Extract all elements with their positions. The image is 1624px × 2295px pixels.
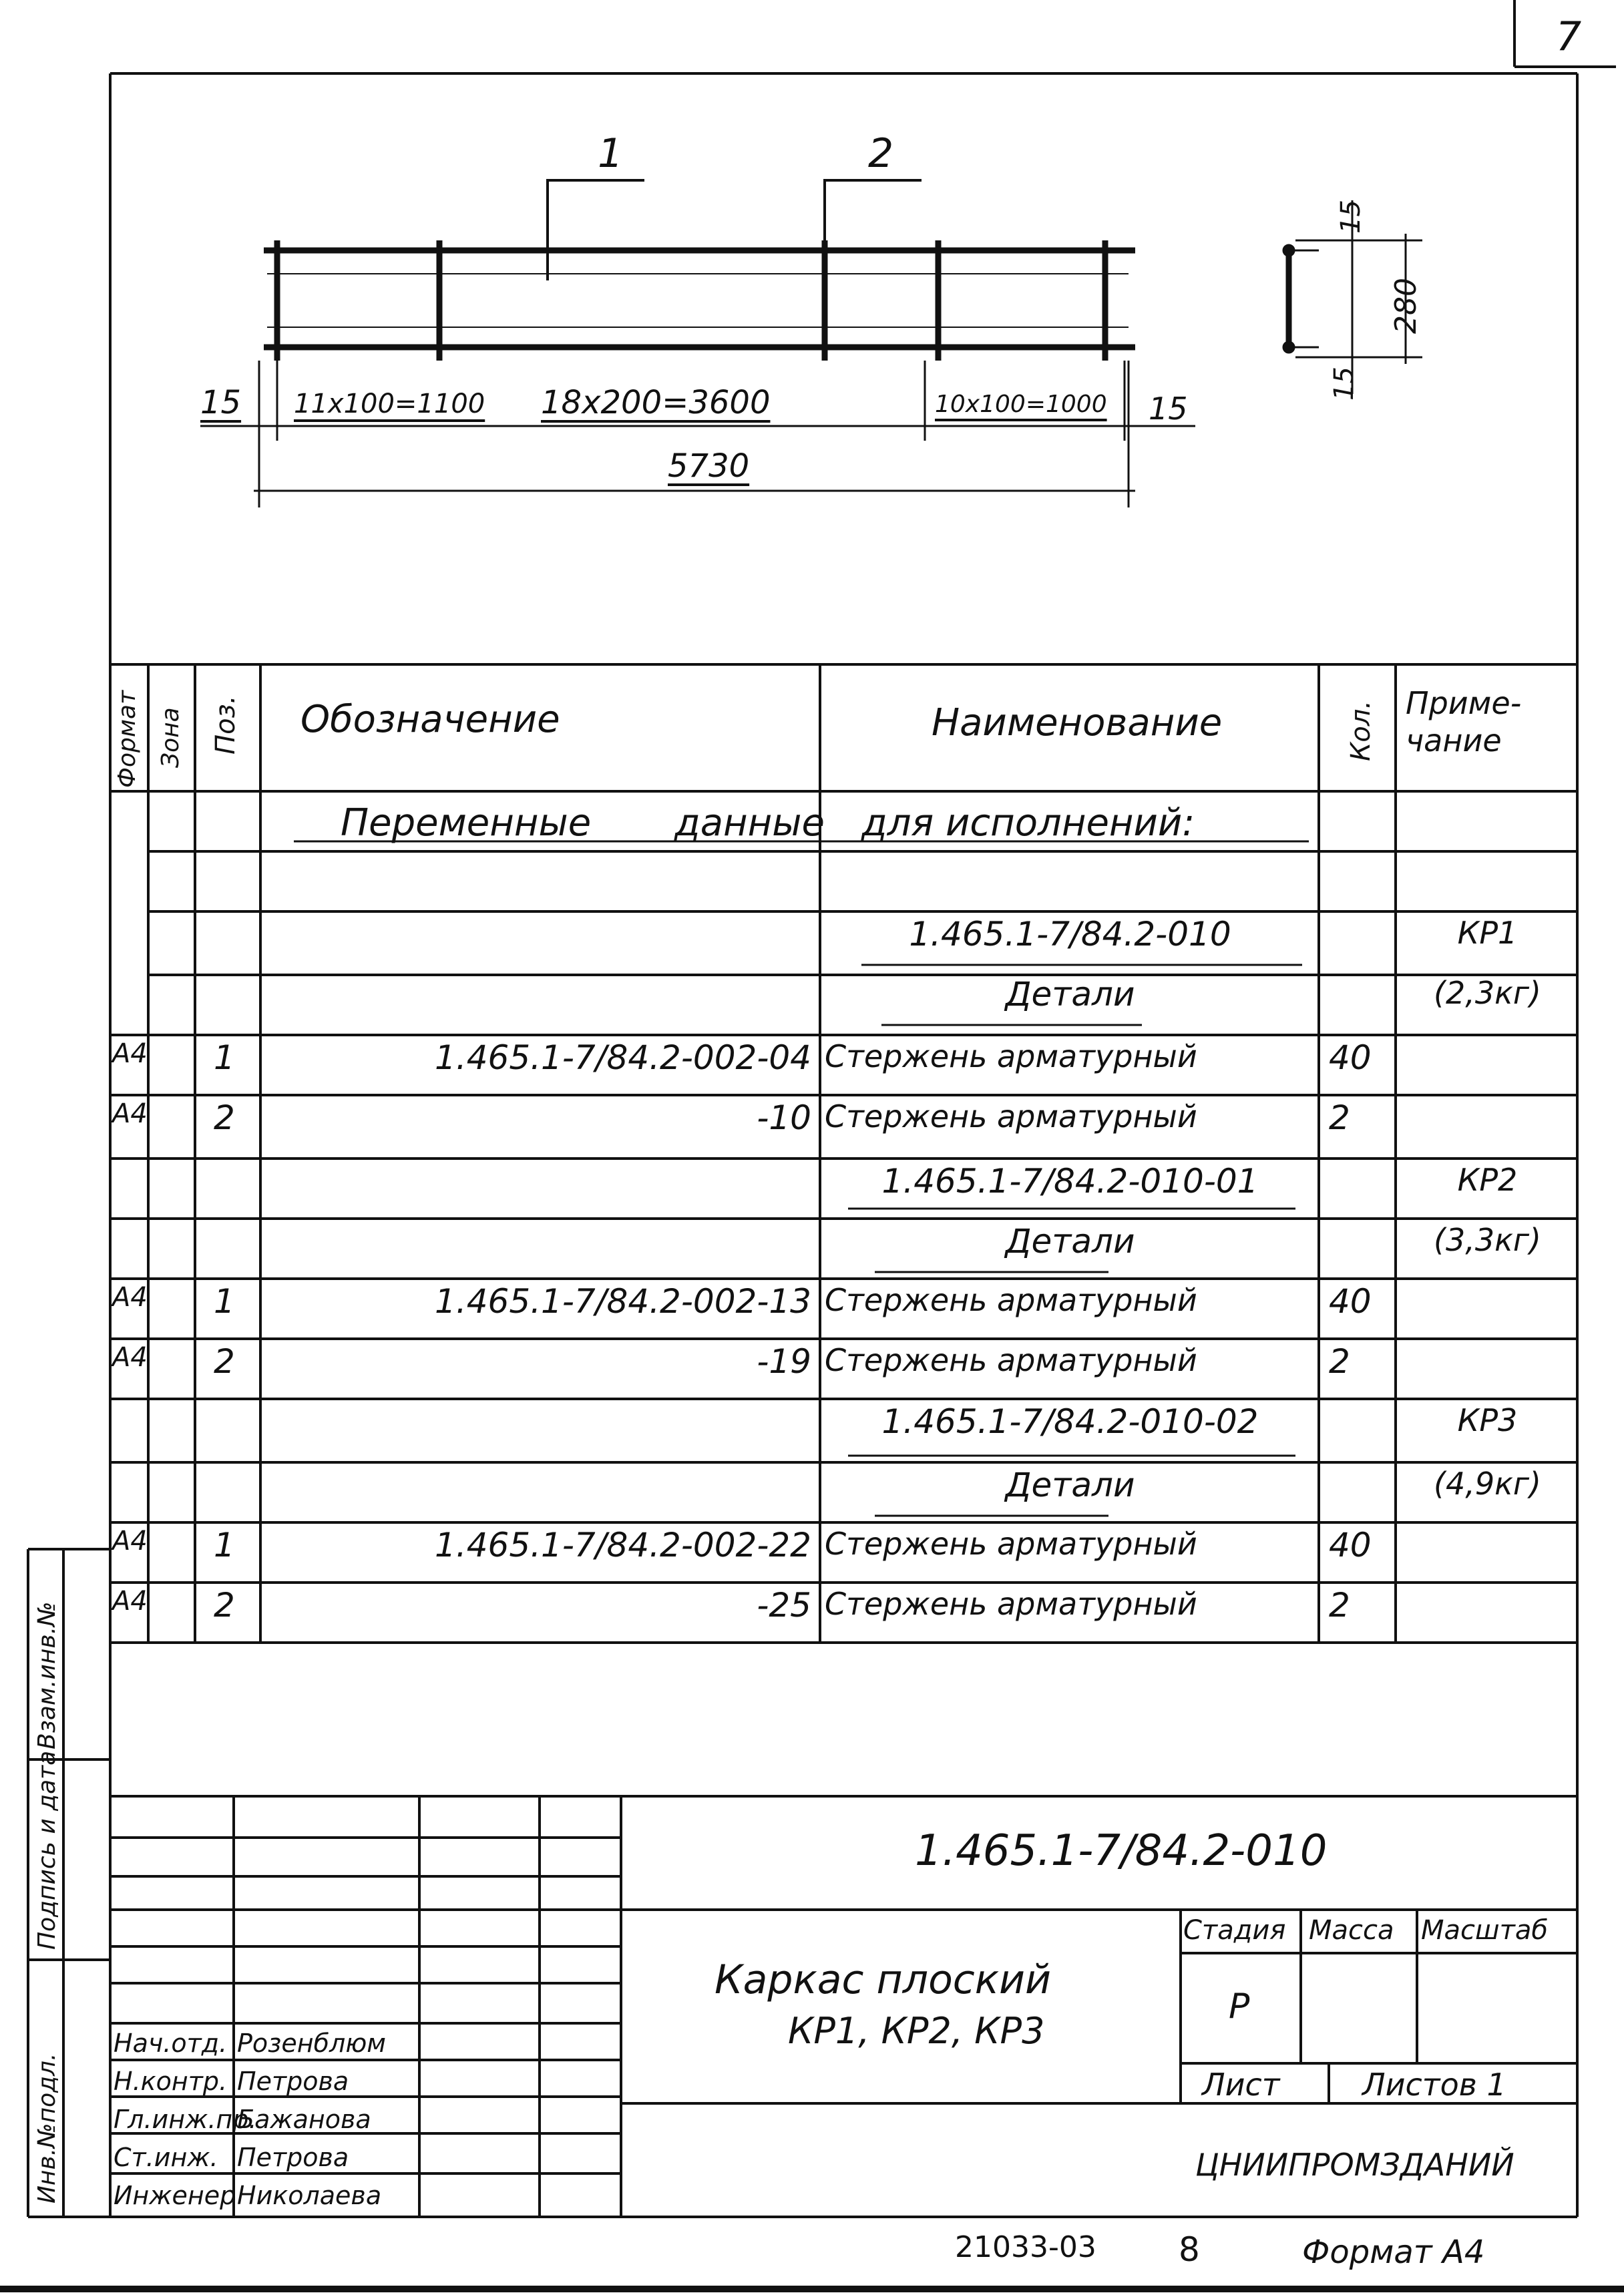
row-qty: 2 xyxy=(1329,1586,1350,1625)
stamp-role: Н.контр. xyxy=(114,2067,228,2096)
row-pos: 1 xyxy=(214,1038,235,1077)
section-dim-280: 280 xyxy=(1389,278,1423,334)
dim-15-left: 15 xyxy=(200,384,242,421)
row-designation: 1.465.1-7/84.2-002-04 xyxy=(434,1038,811,1077)
row-format: А4 xyxy=(112,1098,148,1129)
sheet-number: 7 xyxy=(1556,13,1582,60)
row-pos: 1 xyxy=(214,1526,235,1564)
row-pos: 2 xyxy=(214,1342,235,1381)
header-name: Наименование xyxy=(932,701,1223,745)
row-name: 1.465.1-7/84.2-010-01 xyxy=(881,1162,1259,1201)
stamp-role: Ст.инж. xyxy=(114,2143,218,2172)
stamp-role: Нач.отд. xyxy=(114,2029,228,2058)
header-note: Приме- чание xyxy=(1406,685,1522,759)
row-note: КР2 xyxy=(1457,1162,1518,1198)
row-name: 1.465.1-7/84.2-010 xyxy=(909,915,1231,954)
sheets-label: Листов 1 xyxy=(1362,2067,1506,2103)
stamp-person-name: Николаева xyxy=(237,2181,382,2210)
row-designation: 1.465.1-7/84.2-002-13 xyxy=(434,1282,811,1321)
side-vzam: Взам.инв.№ xyxy=(33,1601,61,1749)
side-sign-date: Подпись и дата xyxy=(33,1750,61,1950)
row-pos: 2 xyxy=(214,1586,235,1625)
header-qty: Кол. xyxy=(1346,700,1376,761)
stage-value: Р xyxy=(1229,1987,1250,2027)
row-name: Стержень арматурный xyxy=(825,1098,1197,1134)
header-zone: Зона xyxy=(157,707,184,768)
row-qty: 40 xyxy=(1329,1282,1372,1321)
stamp-person-name: Петрова xyxy=(237,2067,349,2096)
row-qty: 2 xyxy=(1329,1098,1350,1137)
callout-2: 2 xyxy=(868,130,894,177)
row-pos: 2 xyxy=(214,1098,235,1137)
dim-left-span: 11х100=1100 xyxy=(294,389,485,419)
row-note: КР3 xyxy=(1457,1402,1518,1438)
row-note: КР1 xyxy=(1457,915,1518,951)
stamp-person-name: Петрова xyxy=(237,2143,349,2172)
row-designation: -10 xyxy=(757,1098,811,1137)
sheet-label: Лист xyxy=(1202,2067,1280,2103)
dim-mid-span: 18х200=3600 xyxy=(541,384,771,421)
stamp-title-line2: КР1, КР2, КР3 xyxy=(788,2010,1045,2052)
bottom-num: 8 xyxy=(1179,2230,1200,2269)
stamp-person-name: Бажанова xyxy=(237,2105,371,2134)
dim-15-right: 15 xyxy=(1149,391,1188,427)
row-format: А4 xyxy=(112,1586,148,1617)
bottom-code: 21033-03 xyxy=(955,2230,1096,2264)
row-format: А4 xyxy=(112,1342,148,1373)
row-qty: 40 xyxy=(1329,1038,1372,1077)
stage-label: Стадия xyxy=(1183,1915,1286,1946)
row-name: 1.465.1-7/84.2-010-02 xyxy=(881,1402,1259,1441)
row-pos: 1 xyxy=(214,1282,235,1321)
scale-label: Масштаб xyxy=(1421,1915,1549,1946)
row-qty: 40 xyxy=(1329,1526,1372,1564)
header-format: Формат xyxy=(114,690,141,788)
row-designation: -25 xyxy=(757,1586,811,1625)
row-name: Детали xyxy=(1005,975,1135,1014)
section-dim-15-top: 15 xyxy=(1336,200,1366,234)
stamp-role: Инженер xyxy=(114,2181,236,2210)
row-name: Стержень арматурный xyxy=(825,1526,1197,1562)
row-note: (3,3кг) xyxy=(1434,1222,1541,1258)
row-designation: 1.465.1-7/84.2-002-22 xyxy=(434,1526,811,1564)
header-pos: Поз. xyxy=(210,695,241,755)
row-name: Стержень арматурный xyxy=(825,1342,1197,1378)
callout-1: 1 xyxy=(598,130,624,177)
section-title-c: для исполнений: xyxy=(861,801,1195,845)
format-label: Формат А4 xyxy=(1302,2234,1485,2271)
row-note: (4,9кг) xyxy=(1434,1466,1541,1502)
row-name: Детали xyxy=(1005,1222,1135,1261)
stamp-role: Гл.инж.пр. xyxy=(114,2105,257,2134)
section-title-b: данные xyxy=(674,801,825,845)
stamp-title-line1: Каркас плоский xyxy=(715,1956,1052,2003)
row-designation: -19 xyxy=(757,1342,811,1381)
row-name: Стержень арматурный xyxy=(825,1586,1197,1622)
row-format: А4 xyxy=(112,1282,148,1313)
section-title-a: Переменные xyxy=(341,801,592,845)
section-dim-15-bottom: 15 xyxy=(1329,367,1360,401)
org-name: ЦНИИПРОМЗДАНИЙ xyxy=(1195,2147,1514,2183)
dim-right-span: 10х100=1000 xyxy=(935,391,1107,418)
row-qty: 2 xyxy=(1329,1342,1350,1381)
header-designation: Обозначение xyxy=(300,698,560,741)
row-format: А4 xyxy=(112,1038,148,1069)
side-inv-no: Инв.№подл. xyxy=(33,2053,61,2204)
row-name: Стержень арматурный xyxy=(825,1038,1197,1074)
row-format: А4 xyxy=(112,1526,148,1556)
row-note: (2,3кг) xyxy=(1434,975,1541,1011)
doc-code: 1.465.1-7/84.2-010 xyxy=(915,1826,1328,1876)
dim-total: 5730 xyxy=(668,447,750,485)
stamp-person-name: Розенблюм xyxy=(237,2029,386,2058)
row-name: Стержень арматурный xyxy=(825,1282,1197,1318)
row-name: Детали xyxy=(1005,1466,1135,1504)
mass-label: Масса xyxy=(1309,1915,1394,1946)
